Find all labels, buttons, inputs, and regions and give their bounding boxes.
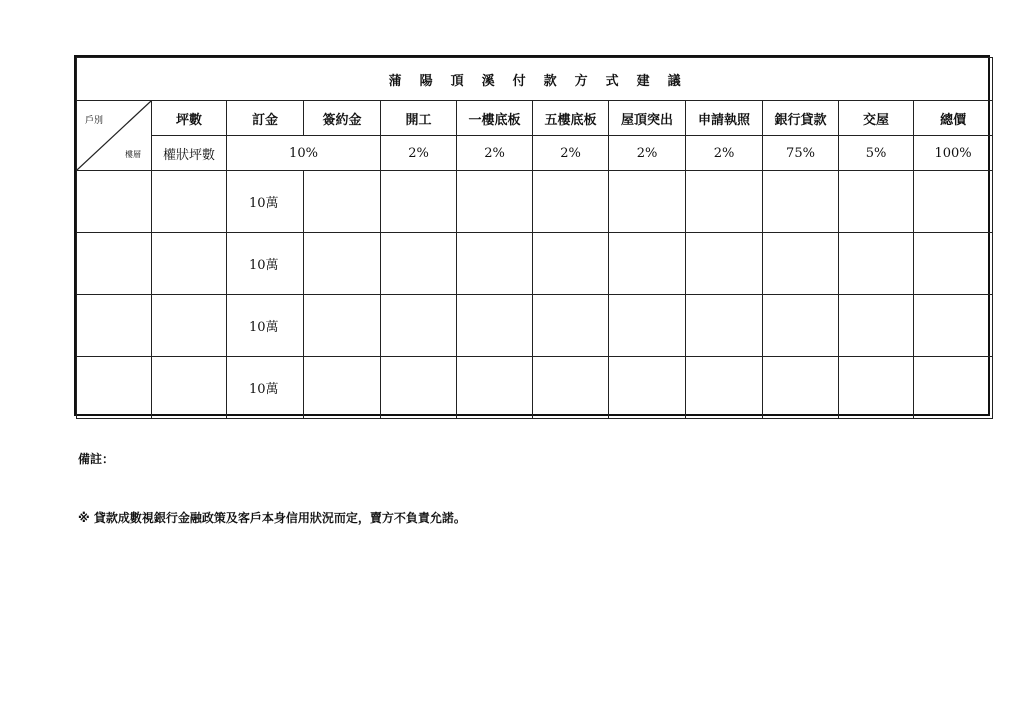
subheader-percent: 2%	[609, 136, 686, 171]
subheader-percent: 2%	[381, 136, 457, 171]
table-cell	[914, 357, 993, 419]
subheader-percent: 75%	[763, 136, 839, 171]
table-cell	[763, 233, 839, 295]
table-row	[77, 357, 993, 419]
table-cell	[533, 171, 609, 233]
header-groundbreaking: 開工	[381, 101, 457, 136]
table-cell	[457, 295, 533, 357]
header-fifth-floor-slab: 五樓底板	[533, 101, 609, 136]
table-row	[77, 233, 993, 295]
deposit-amount: 10萬	[227, 357, 304, 419]
table-cell	[686, 295, 763, 357]
subheader-percent: 100%	[914, 136, 993, 171]
table-cell	[381, 357, 457, 419]
payment-table-frame	[74, 55, 990, 416]
unit-cell	[77, 171, 152, 233]
unit-cell	[77, 357, 152, 419]
subheader-percent: 2%	[686, 136, 763, 171]
table-cell	[914, 171, 993, 233]
table-cell	[686, 357, 763, 419]
table-cell	[533, 357, 609, 419]
table-cell	[381, 171, 457, 233]
table-cell	[839, 295, 914, 357]
table-cell	[533, 233, 609, 295]
table-cell	[686, 171, 763, 233]
table-row	[77, 171, 993, 233]
deposit-amount: 10萬	[227, 295, 304, 357]
corner-diagonal-cell	[77, 101, 152, 171]
header-bank-loan: 銀行貸款	[763, 101, 839, 136]
table-cell	[304, 233, 381, 295]
table-cell	[763, 171, 839, 233]
table-cell	[457, 233, 533, 295]
table-cell	[609, 357, 686, 419]
table-cell	[381, 233, 457, 295]
table-cell	[457, 171, 533, 233]
table-cell	[914, 295, 993, 357]
area-cell	[152, 171, 227, 233]
header-first-floor-slab: 一樓底板	[457, 101, 533, 136]
notes-label: 備註：	[78, 452, 115, 466]
table-cell	[304, 171, 381, 233]
area-cell	[152, 233, 227, 295]
table-cell	[839, 357, 914, 419]
table-cell	[686, 233, 763, 295]
table-cell	[914, 233, 993, 295]
table-cell	[763, 295, 839, 357]
payment-schedule-table	[76, 57, 993, 419]
deposit-amount: 10萬	[227, 171, 304, 233]
table-cell	[457, 357, 533, 419]
table-cell	[533, 295, 609, 357]
subheader-area-label: 權狀坪數	[152, 136, 227, 171]
header-area: 坪數	[152, 101, 227, 136]
area-cell	[152, 357, 227, 419]
table-cell	[609, 233, 686, 295]
loan-disclaimer: ※ 貸款成數視銀行金融政策及客戶本身信用狀況而定，賣方不負責允諾。	[78, 511, 466, 525]
subheader-deposit-contract-percent: 10%	[227, 136, 381, 171]
deposit-amount: 10萬	[227, 233, 304, 295]
header-roof: 屋頂突出	[609, 101, 686, 136]
table-cell	[609, 171, 686, 233]
subheader-percent: 5%	[839, 136, 914, 171]
table-cell	[381, 295, 457, 357]
subheader-percent: 2%	[533, 136, 609, 171]
unit-cell	[77, 233, 152, 295]
table-title: 蒲陽頂溪付款方式建議	[77, 58, 993, 101]
unit-cell	[77, 295, 152, 357]
table-cell	[839, 233, 914, 295]
header-total: 總價	[914, 101, 993, 136]
table-row	[77, 295, 993, 357]
table-cell	[609, 295, 686, 357]
header-handover: 交屋	[839, 101, 914, 136]
table-cell	[304, 295, 381, 357]
header-license: 申請執照	[686, 101, 763, 136]
header-contract: 簽約金	[304, 101, 381, 136]
header-deposit: 訂金	[227, 101, 304, 136]
table-cell	[304, 357, 381, 419]
area-cell	[152, 295, 227, 357]
table-cell	[763, 357, 839, 419]
table-cell	[839, 171, 914, 233]
corner-label-floor: 樓層	[125, 150, 141, 159]
corner-label-unit: 戶別	[85, 116, 104, 126]
subheader-percent: 2%	[457, 136, 533, 171]
